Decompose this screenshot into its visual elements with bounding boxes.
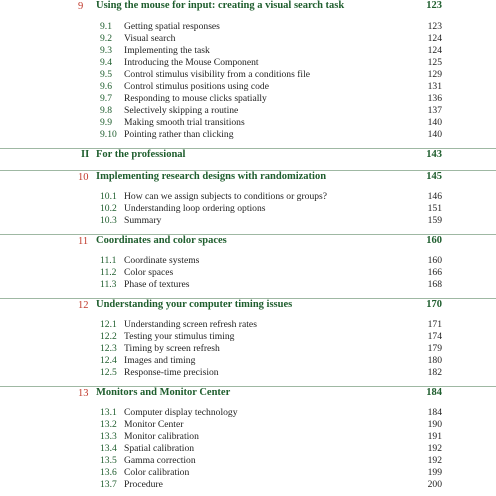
section-number: 13.2 [100,419,117,430]
chapter-heading-10 [0,170,496,187]
section-number: 12.3 [100,343,117,354]
section-row [0,215,496,227]
section-title: Understanding loop ordering options [124,203,266,214]
section-row [0,431,496,443]
section-number: 9.10 [100,129,117,140]
section-title: Making smooth trial transitions [124,117,245,128]
chapter-heading-13 [0,386,496,403]
section-row [0,81,496,93]
section-title: Images and timing [124,355,196,366]
section-title: Timing by screen refresh [124,343,220,354]
section-row [0,355,496,367]
section-number: 13.3 [100,431,117,442]
chapter-heading-11 [0,234,496,251]
section-row [0,343,496,355]
section-title: Response-time precision [124,367,219,378]
section-number: 13.6 [100,467,117,478]
part-number: II [81,149,90,160]
section-page: 137 [427,105,442,116]
section-page: 151 [427,203,442,214]
section-number: 9.3 [100,45,112,56]
section-number: 12.2 [100,331,117,342]
section-row [0,319,496,331]
section-row [0,479,496,491]
section-title: Responding to mouse clicks spatially [124,93,267,104]
section-number: 10.1 [100,191,117,202]
chapter-title: Implementing research designs with randomization [96,171,327,182]
section-row [0,21,496,33]
chapter-title: Coordinates and color spaces [96,235,227,246]
chapter-title: Using the mouse for input: creating a visual search task [96,0,345,11]
section-page: 125 [427,57,442,68]
section-page: 124 [427,33,442,44]
section-page: 190 [427,419,442,430]
section-number: 9.4 [100,57,112,68]
section-row [0,117,496,129]
section-row [0,69,496,81]
section-title: Pointing rather than clicking [124,129,234,140]
section-title: Control stimulus positions using code [124,81,269,92]
chapter-page: 145 [426,171,442,182]
section-title: Phase of textures [124,279,190,290]
section-number: 12.1 [100,319,117,330]
section-title: Introducing the Mouse Component [124,57,259,68]
chapter-page: 123 [426,0,442,11]
section-row [0,467,496,479]
section-title: Monitor calibration [124,431,199,442]
section-row [0,203,496,215]
section-page: 140 [427,129,442,140]
section-number: 9.2 [100,33,112,44]
section-title: Color calibration [124,467,190,478]
section-number: 13.4 [100,443,117,454]
part-title: For the professional [96,149,186,160]
section-number: 11.1 [100,255,117,266]
section-row [0,279,496,291]
section-page: 179 [427,343,442,354]
chapter-page: 184 [426,387,442,398]
section-page: 166 [427,267,442,278]
part-page: 143 [426,149,442,160]
section-number: 9.9 [100,117,112,128]
section-row [0,93,496,105]
section-row [0,331,496,343]
section-page: 171 [427,319,442,330]
section-page: 200 [427,479,442,490]
section-row [0,33,496,45]
chapter-title: Understanding your computer timing issues [96,299,293,310]
section-row [0,129,496,141]
section-title: Color spaces [124,267,174,278]
section-row [0,105,496,117]
chapter-number: 10 [78,172,89,183]
section-title: Monitor Center [124,419,184,430]
section-page: 140 [427,117,442,128]
section-page: 131 [427,81,442,92]
section-title: Computer display technology [124,407,238,418]
section-number: 12.5 [100,367,117,378]
section-page: 123 [427,21,442,32]
section-title: Implementing the task [124,45,210,56]
chapter-number: 11 [78,236,89,247]
section-row [0,267,496,279]
section-title: Selectively skipping a routine [124,105,239,116]
section-page: 174 [427,331,442,342]
section-title: Getting spatial responses [124,21,220,32]
section-number: 10.2 [100,203,117,214]
chapter-title: Monitors and Monitor Center [96,387,231,398]
section-number: 9.8 [100,105,112,116]
section-page: 159 [427,215,442,226]
section-page: 160 [427,255,442,266]
section-number: 9.5 [100,69,112,80]
chapter-page: 160 [426,235,442,246]
part-heading-2 [0,148,496,165]
section-number: 9.6 [100,81,112,92]
section-page: 182 [427,367,442,378]
section-title: Understanding screen refresh rates [124,319,257,330]
section-number: 11.2 [100,267,117,278]
section-title: Testing your stimulus timing [124,331,235,342]
chapter-number: 9 [78,1,84,12]
section-page: 129 [427,69,442,80]
section-page: 146 [427,191,442,202]
section-title: Control stimulus visibility from a conditions file [124,69,311,80]
section-row [0,419,496,431]
section-row [0,367,496,379]
section-number: 12.4 [100,355,117,366]
section-row [0,407,496,419]
section-number: 13.1 [100,407,117,418]
section-title: Visual search [124,33,176,44]
section-row [0,57,496,69]
section-row [0,455,496,467]
section-title: How can we assign subjects to conditions or groups? [124,191,328,202]
chapter-number: 13 [78,388,89,399]
section-page: 168 [427,279,442,290]
section-number: 13.7 [100,479,117,490]
section-title: Summary [124,215,162,226]
section-row [0,191,496,203]
section-row [0,255,496,267]
section-number: 13.5 [100,455,117,466]
section-row [0,45,496,57]
chapter-number: 12 [78,300,89,311]
section-number: 10.3 [100,215,117,226]
section-number: 9.1 [100,21,112,32]
section-row [0,443,496,455]
section-number: 9.7 [100,93,112,104]
section-title: Coordinate systems [124,255,200,266]
section-page: 192 [427,443,442,454]
section-title: Spatial calibration [124,443,195,454]
section-page: 199 [427,467,442,478]
section-page: 191 [427,431,442,442]
section-page: 136 [427,93,442,104]
section-title: Gamma correction [124,455,196,466]
chapter-heading-12 [0,298,496,315]
chapter-heading-9 [0,0,496,16]
section-page: 124 [427,45,442,56]
section-page: 180 [427,355,442,366]
section-title: Procedure [124,479,163,490]
section-page: 184 [427,407,442,418]
chapter-page: 170 [426,299,442,310]
section-page: 192 [427,455,442,466]
section-number: 11.3 [100,279,117,290]
